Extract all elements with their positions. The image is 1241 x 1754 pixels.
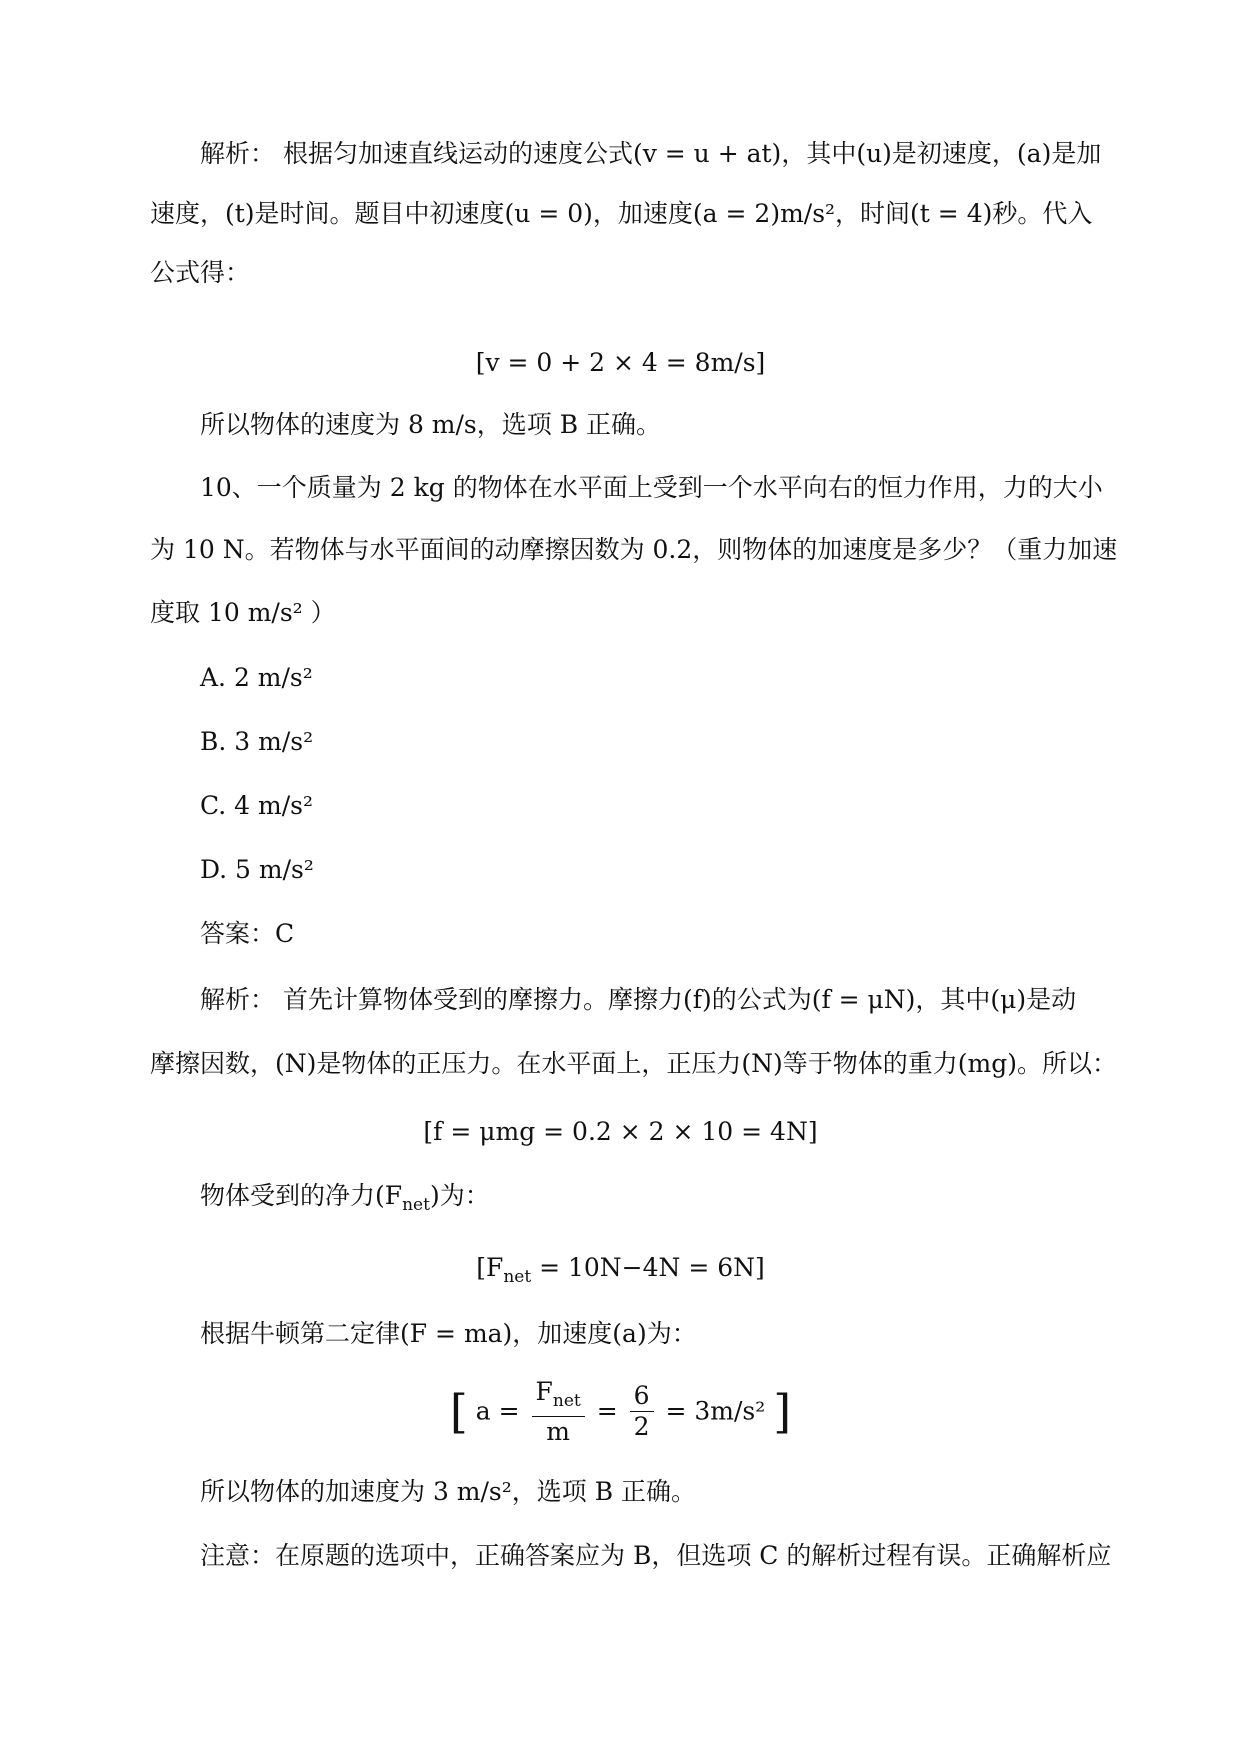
option-a: A. 2 m/s² [200,663,313,692]
fraction-fnet-over-m [532,1377,585,1447]
question-10-line-3: 度取 10 m/s² ） [150,598,336,627]
fraction-denominator: m [546,1416,570,1446]
net-formula-suffix: = 10N−4N = 6N] [531,1253,765,1282]
fraction2-numerator: 6 [630,1381,654,1412]
net-force-subscript: net [402,1195,430,1215]
net-force-suffix: )为： [429,1181,490,1210]
answer-line: 答案：C [200,919,295,948]
acceleration-formula [0,1375,1241,1447]
net-force-prefix: 物体受到的净力(F [200,1181,403,1210]
formula-right-bracket: ] [773,1384,792,1439]
option-d: D. 5 m/s² [200,855,314,884]
net-force-line [200,1178,490,1223]
formula-equals: = [596,1396,618,1426]
formula-left-bracket: [ [449,1384,468,1439]
question-10-line-2: 为 10 N。若物体与水平面间的动摩擦因数为 0.2，则物体的加速度是多少？（重力加速 [150,535,1118,564]
net-force-formula [0,1250,1241,1295]
net-formula-subscript: net [503,1267,532,1287]
option-b: B. 3 m/s² [200,727,314,756]
newton-law-line: 根据牛顿第二定律(F = ma)，加速度(a)为： [200,1319,697,1348]
analysis-line-1: 解析： 根据匀加速直线运动的速度公式(v = u + at)，其中(u)是初速度，(a)是加 [200,139,1102,168]
velocity-conclusion: 所以物体的速度为 8 m/s，选项 B 正确。 [200,410,662,439]
velocity-formula: [v = 0 + 2 × 4 = 8m/s] [475,348,766,377]
fraction-numerator [532,1377,585,1417]
question-10-line-1: 10、一个质量为 2 kg 的物体在水平面上受到一个水平向右的恒力作用，力的大小 [200,473,1103,502]
analysis-line-3: 公式得： [150,258,251,287]
acceleration-conclusion: 所以物体的加速度为 3 m/s²，选项 B 正确。 [200,1477,697,1506]
note-line: 注意：在原题的选项中，正确答案应为 B，但选项 C 的解析过程有误。正确解析应 [200,1541,1112,1570]
numerator-main: F [535,1376,553,1406]
formula-tail: = 3m/s² [665,1396,766,1426]
fraction2-denominator: 2 [633,1412,650,1441]
friction-analysis-line-2: 摩擦因数，(N)是物体的正压力。在水平面上，正压力(N)等于物体的重力(mg)。所以： [150,1049,1117,1078]
fraction-6-over-2 [630,1381,654,1442]
net-formula-prefix: [F [476,1253,504,1282]
analysis-line-2: 速度，(t)是时间。题目中初速度(u = 0)，加速度(a = 2)m/s²，时间(t = 4)秒。代入 [150,199,1093,228]
formula-lead: a = [475,1396,520,1426]
friction-formula: [f = μmg = 0.2 × 2 × 10 = 4N] [423,1117,818,1146]
friction-analysis-line-1: 解析： 首先计算物体受到的摩擦力。摩擦力(f)的公式为(f = μN)，其中(μ)是动 [200,985,1077,1014]
numerator-subscript: net [552,1390,581,1411]
option-c: C. 4 m/s² [200,791,313,820]
